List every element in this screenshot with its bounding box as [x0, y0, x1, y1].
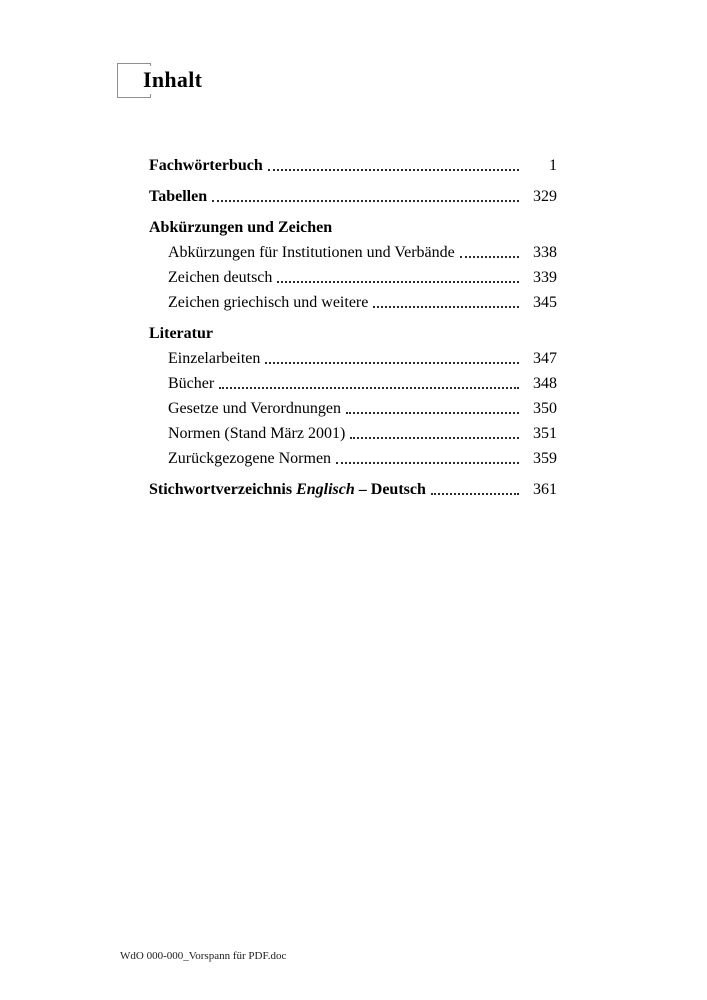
toc-entry — [149, 157, 557, 174]
toc-entry-label: Zeichen griechisch und weitere — [168, 294, 369, 311]
toc-entry-label: Stichwortverzeichnis Englisch – Deutsch — [149, 481, 426, 498]
toc-entry — [149, 481, 557, 498]
toc-entry-label: Literatur — [149, 325, 213, 342]
toc-entry — [149, 400, 557, 417]
dot-leader — [336, 462, 519, 464]
toc-entry-page-number: 359 — [533, 450, 557, 467]
toc-entry-label: Bücher — [168, 375, 215, 392]
dot-leader — [268, 169, 519, 171]
page-title: Inhalt — [143, 66, 206, 94]
dot-leader — [431, 493, 519, 495]
dot-leader — [265, 362, 519, 364]
toc-entry-label: Zurückgezogene Normen — [168, 450, 332, 467]
toc-entry-page-number: 347 — [533, 350, 557, 367]
toc-entry-label: Abkürzungen und Zeichen — [149, 219, 333, 236]
toc-entry-page-number: 338 — [533, 244, 557, 261]
toc-entry — [149, 450, 557, 467]
toc-entry-page-number: 348 — [533, 375, 557, 392]
toc-entry-label: Gesetze und Verordnungen — [168, 400, 341, 417]
toc-entry-page-number: 1 — [549, 157, 557, 174]
toc-entry — [149, 375, 557, 392]
dot-leader — [277, 281, 519, 283]
toc-entry-page-number: 361 — [533, 481, 557, 498]
toc-list — [149, 157, 557, 498]
toc-entry-page-number: 351 — [533, 425, 557, 442]
toc-entry — [149, 350, 557, 367]
toc-entry — [149, 219, 557, 236]
toc-entry-page-number: 339 — [533, 269, 557, 286]
toc-entry-label: Tabellen — [149, 188, 208, 205]
footer-filename: WdO 000-000_Vorspann für PDF.doc — [120, 950, 287, 962]
toc-entry — [149, 269, 557, 286]
dot-leader — [212, 200, 519, 202]
toc-entry-label: Abkürzungen für Institutionen und Verbände — [168, 244, 455, 261]
dot-leader — [346, 412, 519, 414]
toc-entry-label: Fachwörterbuch — [149, 157, 263, 174]
dot-leader — [350, 437, 519, 439]
dot-leader — [460, 256, 519, 258]
toc-entry-page-number: 329 — [533, 188, 557, 205]
toc-entry — [149, 425, 557, 442]
toc-entry-label: Normen (Stand März 2001) — [168, 425, 346, 442]
dot-leader — [373, 306, 519, 308]
toc-entry — [149, 294, 557, 311]
toc-entry-page-number: 345 — [533, 294, 557, 311]
toc-entry-label: Einzelarbeiten — [168, 350, 261, 367]
toc-entry — [149, 188, 557, 205]
toc-entry-page-number: 350 — [533, 400, 557, 417]
toc-entry — [149, 244, 557, 261]
dot-leader — [219, 387, 519, 389]
toc-entry-label: Zeichen deutsch — [168, 269, 273, 286]
toc-entry — [149, 325, 557, 342]
